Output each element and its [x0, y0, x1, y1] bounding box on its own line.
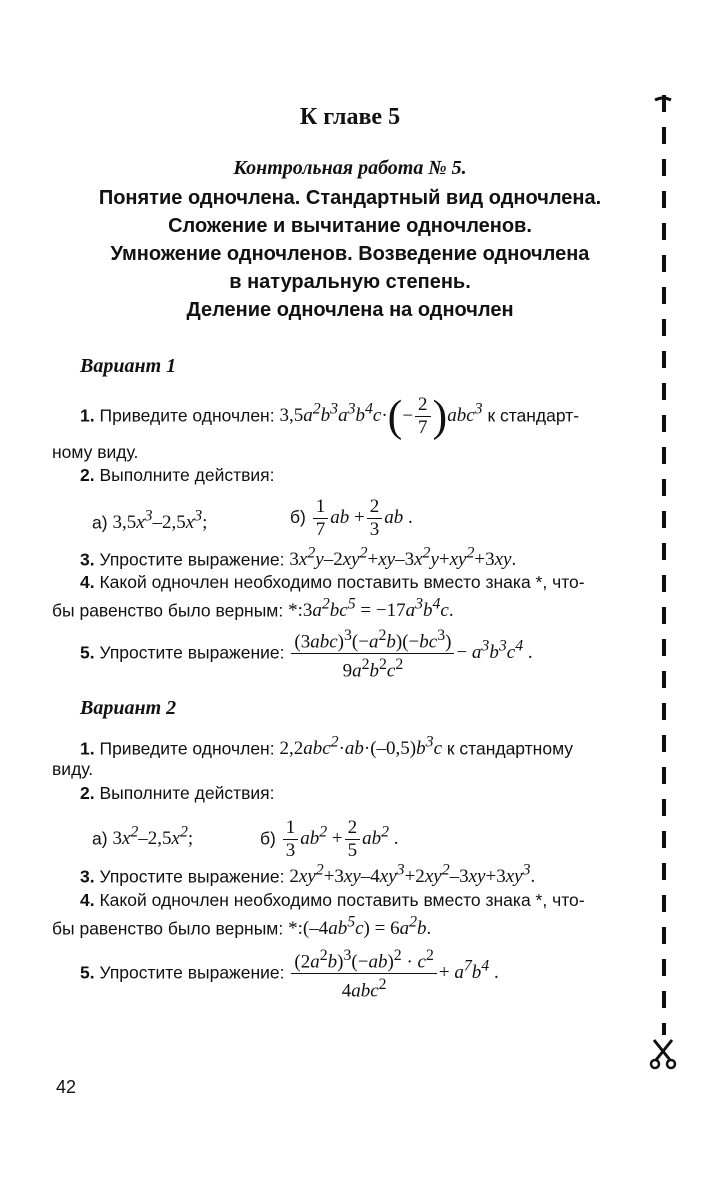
item-label: б) [290, 507, 306, 527]
task-number: 4. [80, 572, 95, 592]
task-text: Упростите выражение: [99, 962, 285, 983]
item-label: а) [92, 512, 108, 533]
math-expression: $2,2abc^2\cdot ab\cdot(-0,5)b^3c$ [279, 734, 442, 760]
v1-task-2b [290, 494, 413, 540]
v1-task-2 [80, 465, 275, 486]
page-number: 42 [56, 1077, 77, 1097]
paren-left: ( [387, 391, 403, 441]
fraction: $\frac{(2a^2b)^3(-ab)^2 \cdot c^2}{4abc^2}$ [291, 945, 436, 1003]
math-expression: $3x^2-2,5x^2$; [112, 824, 194, 850]
task-text-tail: к стандарт- [487, 405, 580, 426]
math-expression: − $a^3b^3c^4$ . [456, 638, 533, 664]
v1-task-4 [80, 572, 585, 593]
v2-task-1 [80, 734, 573, 760]
task-text: Упростите выражение: [99, 549, 285, 570]
topic-line: в натуральную степень. [229, 271, 471, 293]
chapter-title: К главе 5 [299, 104, 401, 130]
math-expression: $*:(-4ab^5c) = 6a^2b$. [288, 914, 432, 940]
variant-1-title: Вариант 1 [80, 355, 177, 377]
math-expression: $3x^2y-2xy^2+xy-3x^2y+xy^2+3xy$. [289, 545, 517, 571]
variant-2-title: Вариант 2 [80, 697, 177, 719]
task-text-wrap: виду. [52, 759, 94, 779]
work-title: Контрольная работа № 5. [233, 157, 467, 179]
v2-task-2b [260, 810, 399, 862]
task-text: Упростите выражение: [99, 866, 285, 887]
v2-task-5 [80, 942, 499, 1002]
paren-right: ) [432, 391, 448, 441]
task-text: Выполните действия: [99, 783, 275, 803]
v1-task-4-wrap [52, 596, 454, 622]
math-expression: $ab^2$ + [300, 824, 343, 850]
fraction: $\frac{1}{3}$ [283, 817, 299, 862]
v2-task-4 [80, 890, 585, 911]
math-expression: + $a^7b^4$ . [438, 958, 499, 984]
task-number: 2. [80, 465, 95, 485]
math-expression: $3,5a^2b^3a^3b^4c\cdot$ [279, 401, 388, 427]
task-text: Упростите выражение: [99, 642, 285, 663]
topic-line: Сложение и вычитание одночленов. [168, 215, 532, 237]
math-expression: ab . [384, 507, 413, 528]
task-number: 1. [80, 405, 95, 426]
topic-line: Понятие одночлена. Стандартный вид одночлена. [98, 187, 602, 209]
task-text: Какой одночлен необходимо поставить вместо знака *, что- [99, 890, 585, 910]
task-number: 5. [80, 962, 95, 983]
task-number: 1. [80, 738, 95, 759]
task-number: 4. [80, 890, 95, 910]
cut-line [662, 95, 666, 1035]
task-text-tail: к стандартному [446, 738, 574, 759]
task-text: Выполните действия: [99, 465, 275, 485]
task-number: 5. [80, 642, 95, 663]
v2-task-2a [92, 810, 193, 856]
v1-task-5 [80, 622, 533, 682]
item-label: а) [92, 828, 108, 849]
v1-task-2a [92, 494, 207, 540]
math-expression: $ab^2$ . [362, 824, 399, 850]
topic-line: Умножение одночленов. Возведение одночлена [110, 243, 590, 265]
math-expression: $*:3a^2bc^5 = -17a^3b^4c$. [288, 596, 454, 622]
fraction: $\frac{2}{7}$ [415, 394, 431, 439]
math-expression: ab + [330, 507, 365, 528]
fraction: $\frac{1}{7}$ [313, 496, 329, 541]
task-text-wrap: ному виду. [52, 442, 139, 462]
fraction: $\frac{2}{3}$ [367, 496, 383, 541]
math-minus: − [402, 405, 414, 427]
v2-task-4-wrap [52, 914, 431, 940]
task-number: 3. [80, 549, 95, 570]
math-expression: $3,5x^3-2,5x^3$; [112, 508, 208, 534]
task-text: Приведите одночлен: [99, 738, 275, 759]
scissors-icon [648, 1038, 678, 1070]
task-text: Приведите одночлен: [99, 405, 275, 426]
task-text-wrap: бы равенство было верным: [52, 918, 284, 939]
v1-task-3 [80, 545, 516, 571]
task-text-wrap: бы равенство было верным: [52, 600, 284, 621]
v1-task-1 [80, 388, 580, 441]
math-expression: $2xy^2+3xy-4xy^3+2xy^2-3xy+3xy^3$. [289, 862, 536, 888]
task-number: 3. [80, 866, 95, 887]
v2-task-2 [80, 783, 275, 804]
v2-task-3 [80, 862, 535, 888]
item-label: б) [260, 828, 276, 849]
math-expression: abc$^3$ [447, 401, 483, 427]
task-text: Какой одночлен необходимо поставить вместо знака *, что- [99, 572, 585, 592]
fraction: $\frac{(3abc)^3(-a^2b)(-bc^3)}{9a^2b^2c^2}$ [291, 625, 454, 683]
topic-line: Деление одночлена на одночлен [186, 299, 514, 321]
task-number: 2. [80, 783, 95, 803]
fraction: $\frac{2}{5}$ [345, 817, 361, 862]
